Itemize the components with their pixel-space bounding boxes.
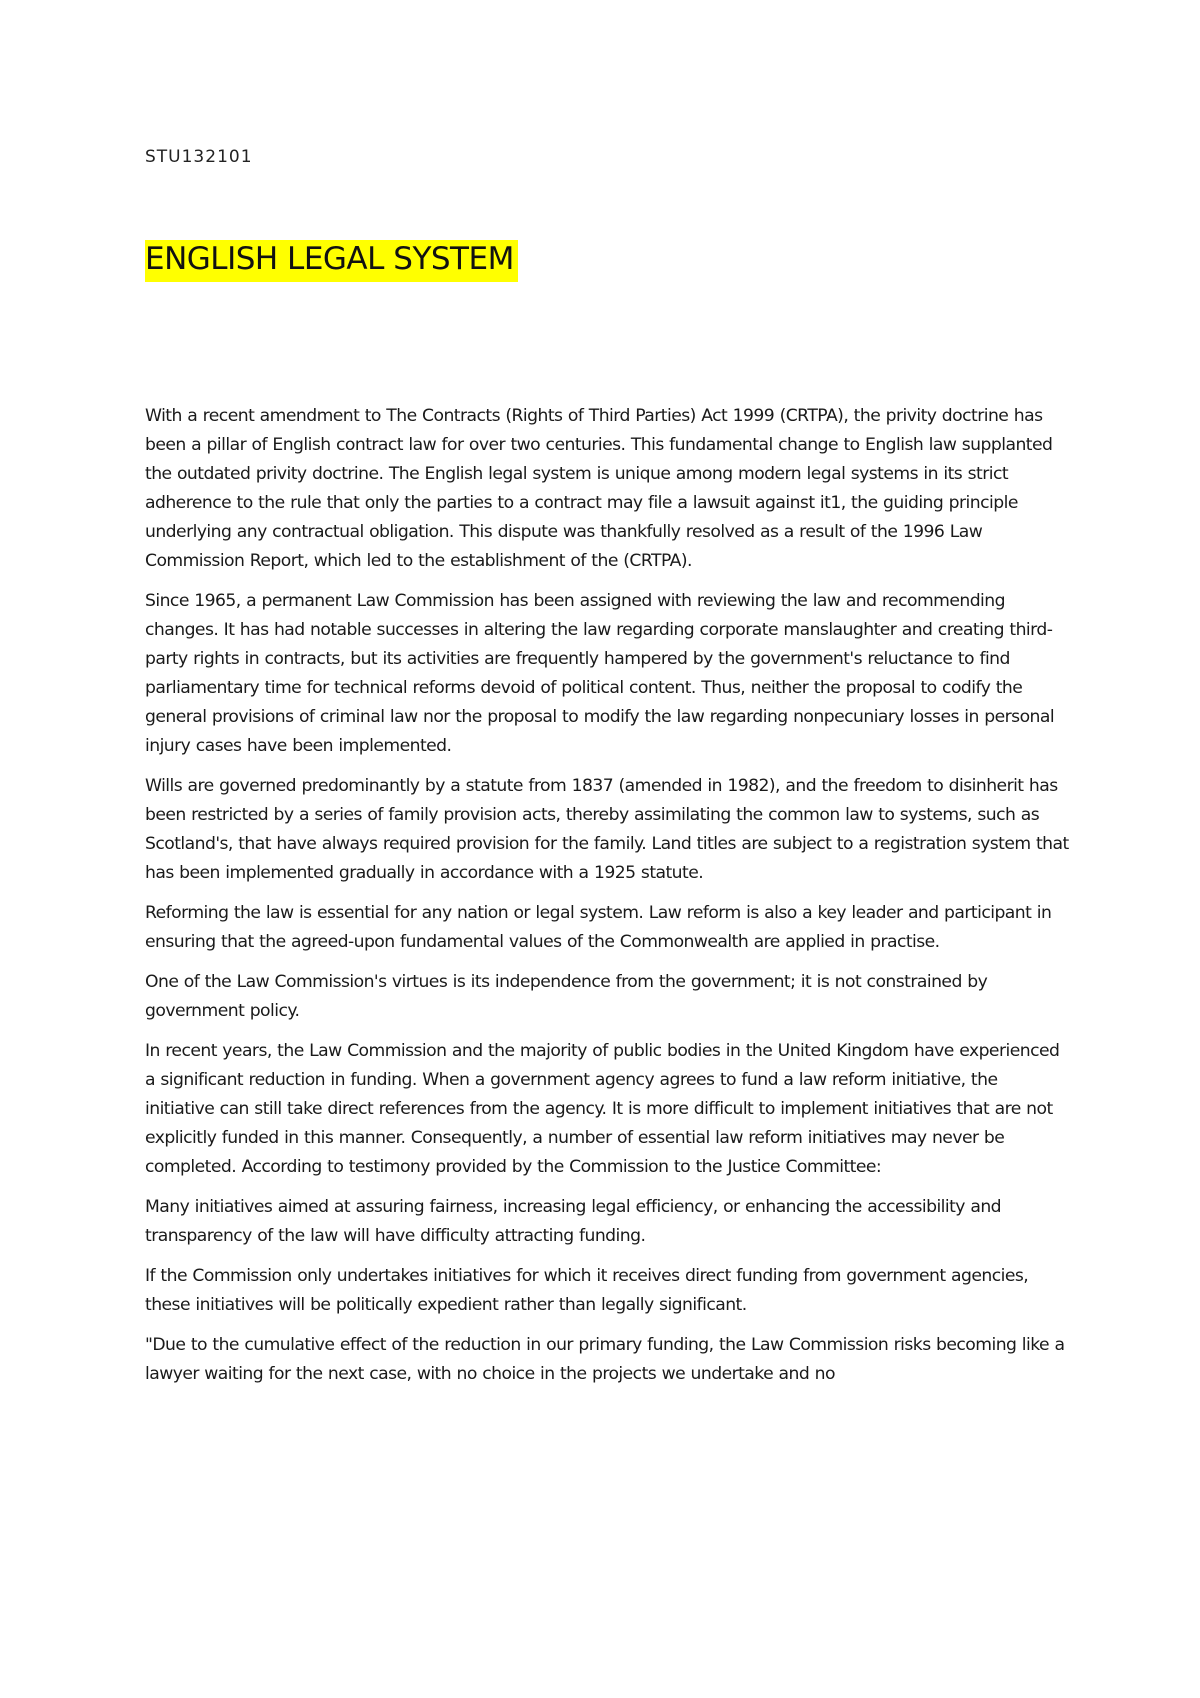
document-body xyxy=(145,402,1070,1400)
paragraph-privity: With a recent amendment to The Contracts (Rights of Third Parties) Act 1999 (CRTPA), the privity doctrine has been a pillar of English contract law for over two centuries. This fundamental change to English law supplanted the outdated privity doctrine. The English legal system is unique among modern legal systems in its strict adherence to the rule that only the parties to a contract may file a lawsuit against it1, the guiding principle underlying any contractual obligation. This dispute was thankfully resolved as a result of the 1996 Law Commission Report, which led to the establishment of the (CRTPA). xyxy=(145,406,1053,571)
paragraph-direct-funding: If the Commission only undertakes initiatives for which it receives direct funding from government agencies, these initiatives will be politically expedient rather than legally significant. xyxy=(145,1266,1029,1315)
document-title: ENGLISH LEGAL SYSTEM xyxy=(145,240,518,282)
document-code: STU132101 xyxy=(145,147,253,167)
paragraph-wills: Wills are governed predominantly by a statute from 1837 (amended in 1982), and the freedom to disinherit has been restricted by a series of family provision acts, thereby assimilating the common law to systems, such as Scotland's, that have always required provision for the family. Land titles are subject to a registration system that has been implemented gradually in accordance with a 1925 statute. xyxy=(145,776,1069,883)
paragraph-quote: "Due to the cumulative effect of the reduction in our primary funding, the Law Commission risks becoming like a lawyer waiting for the next case, with no choice in the projects we undertake and no xyxy=(145,1335,1065,1384)
paragraph-funding: In recent years, the Law Commission and the majority of public bodies in the United Kingdom have experienced a significant reduction in funding. When a government agency agrees to fund a law reform initiative, the initiative can still take direct references from the agency. It is more difficult to implement initiatives that are not explicitly funded in this manner. Consequently, a number of essential law reform initiatives may never be completed. According to testimony provided by the Commission to the Justice Committee: xyxy=(145,1041,1060,1177)
paragraph-reform: Reforming the law is essential for any nation or legal system. Law reform is also a key leader and participant in ensuring that the agreed-upon fundamental values of the Commonwealth are applied in practise. xyxy=(145,903,1052,952)
paragraph-law-commission: Since 1965, a permanent Law Commission has been assigned with reviewing the law and recommending changes. It has had notable successes in altering the law regarding corporate manslaughter and creating third-party rights in contracts, but its activities are frequently hampered by the government's reluctance to find parliamentary time for technical reforms devoid of political content. Thus, neither the proposal to codify the general provisions of criminal law nor the proposal to modify the law regarding nonpecuniary losses in personal injury cases have been implemented. xyxy=(145,591,1055,756)
paragraph-initiatives: Many initiatives aimed at assuring fairness, increasing legal efficiency, or enhancing the accessibility and transparency of the law will have difficulty attracting funding. xyxy=(145,1197,1002,1246)
paragraph-independence: One of the Law Commission's virtues is its independence from the government; it is not constrained by government policy. xyxy=(145,972,988,1021)
